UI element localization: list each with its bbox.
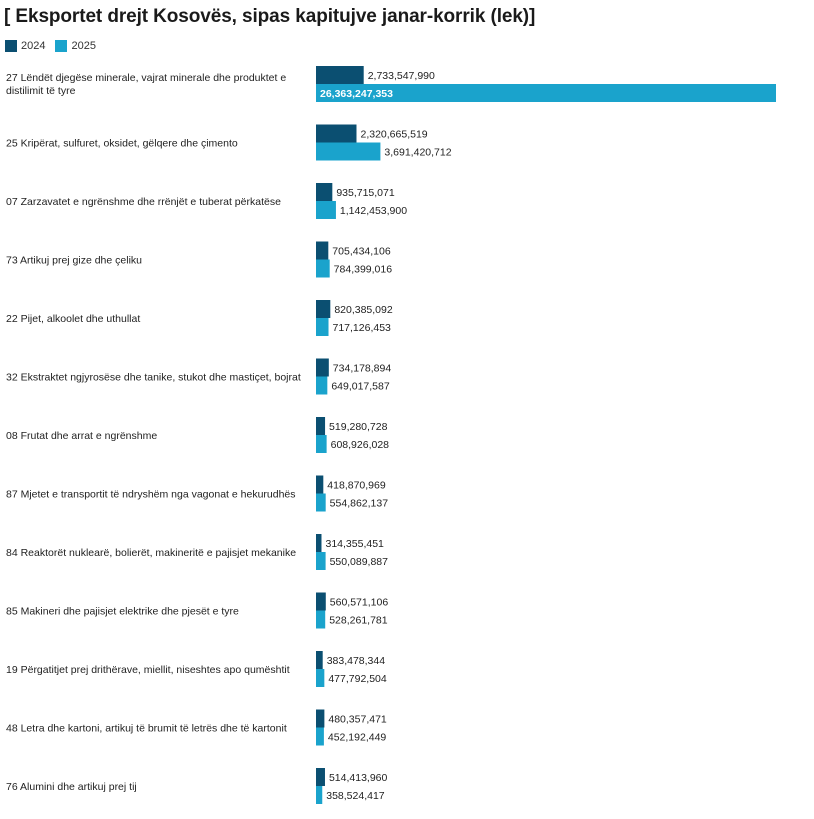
category-label: 73 Artikuj prej gize dhe çeliku [6, 254, 142, 267]
bar-2025[interactable] [316, 728, 324, 746]
category-group [6, 66, 776, 102]
value-label: 477,792,504 [328, 673, 387, 685]
category-label: 08 Frutat dhe arrat e ngrënshme [6, 430, 158, 442]
legend-label-2024: 2024 [21, 40, 46, 52]
bar-2025[interactable] [316, 377, 327, 395]
bar-2025[interactable] [316, 669, 324, 687]
value-label: 820,385,092 [334, 304, 393, 316]
category-group [6, 593, 388, 629]
bar-2024[interactable] [316, 476, 323, 494]
value-label: 418,870,969 [327, 479, 386, 492]
bar-2024[interactable] [316, 66, 364, 84]
value-label: 528,261,781 [329, 614, 388, 627]
bar-2024[interactable] [316, 534, 321, 552]
bar-2025[interactable] [316, 318, 329, 336]
bar-2024[interactable] [316, 242, 328, 260]
category-group [6, 359, 391, 395]
chart-title: [ Eksportet drejt Kosovës, sipas kapitujve janar-korrik (lek)] [4, 6, 536, 27]
value-label: 3,691,420,712 [384, 146, 452, 159]
category-group [6, 710, 387, 746]
bar-2024[interactable] [316, 183, 332, 201]
value-label: 2,320,665,519 [360, 128, 428, 141]
value-label: 314,355,451 [325, 538, 384, 550]
category-group [6, 125, 452, 161]
value-label: 608,926,028 [330, 439, 390, 451]
value-label: 383,478,344 [326, 655, 386, 667]
category-group [6, 417, 389, 453]
bar-2025[interactable] [316, 435, 327, 453]
value-label: 358,524,417 [326, 790, 385, 802]
bar-2024[interactable] [316, 417, 325, 435]
value-label: 784,399,016 [333, 263, 393, 276]
category-label: 76 Alumini dhe artikuj prej tij [6, 781, 137, 793]
category-label: 87 Mjetet e transportit të ndryshëm nga vagonat e hekurudhës [6, 488, 296, 501]
bar-2025[interactable] [316, 260, 330, 278]
bar-2024[interactable] [316, 651, 323, 669]
category-group [6, 300, 393, 336]
category-label: 25 Kripërat, sulfuret, oksidet, gëlqere dhe çimento [6, 137, 238, 150]
bar-2024[interactable] [316, 125, 356, 143]
bar-2024[interactable] [316, 300, 330, 318]
bar-2025[interactable] [316, 552, 326, 570]
bar-2024[interactable] [316, 768, 325, 786]
value-label: 1,142,453,900 [339, 205, 408, 217]
bar-2025[interactable] [316, 143, 380, 161]
value-label: 519,280,728 [329, 421, 388, 433]
value-label: 452,192,449 [327, 731, 387, 744]
category-group [6, 183, 407, 219]
category-label: 19 Përgatitjet prej drithërave, miellit, niseshtes apo qumështit [6, 664, 290, 676]
category-label: 27 Lëndët djegëse minerale, vajrat minerale dhe produktet e distilimit të tyre [6, 72, 287, 97]
category-group [6, 534, 388, 570]
category-label: 32 Ekstraktet ngjyrosëse dhe tanike, stukot dhe mastiçet, bojrat [6, 371, 301, 384]
legend-label-2025: 2025 [71, 40, 96, 52]
bar-2024[interactable] [316, 359, 329, 377]
bar-2025[interactable] [316, 494, 326, 512]
value-label: 2,733,547,990 [367, 70, 435, 82]
value-label: 560,571,106 [329, 596, 389, 609]
bar-2025[interactable] [316, 786, 322, 804]
category-label: 07 Zarzavatet e ngrënshme dhe rrënjët e tuberat përkatëse [6, 196, 281, 208]
value-label: 649,017,587 [331, 380, 390, 393]
category-group [6, 476, 388, 512]
value-label: 935,715,071 [336, 187, 395, 199]
category-group [6, 242, 392, 278]
value-label: 550,089,887 [329, 556, 389, 568]
bar-2025[interactable] [316, 201, 336, 219]
category-label: 48 Letra dhe kartoni, artikuj të brumit të letrës dhe të kartonit [6, 722, 287, 735]
category-label: 22 Pijet, alkoolet dhe uthullat [6, 313, 141, 325]
value-label: 554,862,137 [329, 497, 389, 510]
bar-2024[interactable] [316, 593, 326, 611]
bar-2025[interactable] [316, 611, 325, 629]
bar-2024[interactable] [316, 710, 324, 728]
value-label: 480,357,471 [328, 713, 387, 726]
category-label: 85 Makineri dhe pajisjet elektrike dhe pjesët e tyre [6, 605, 239, 618]
value-label: 734,178,894 [332, 362, 392, 375]
category-label: 84 Reaktorët nuklearë, bolierët, makineritë e pajisjet mekanike [6, 547, 297, 559]
value-label: 705,434,106 [332, 245, 391, 258]
value-label: 514,413,960 [328, 772, 388, 784]
category-group [6, 768, 388, 804]
value-label: 26,363,247,353 [320, 88, 393, 100]
category-group [6, 651, 387, 687]
value-label: 717,126,453 [332, 322, 391, 334]
